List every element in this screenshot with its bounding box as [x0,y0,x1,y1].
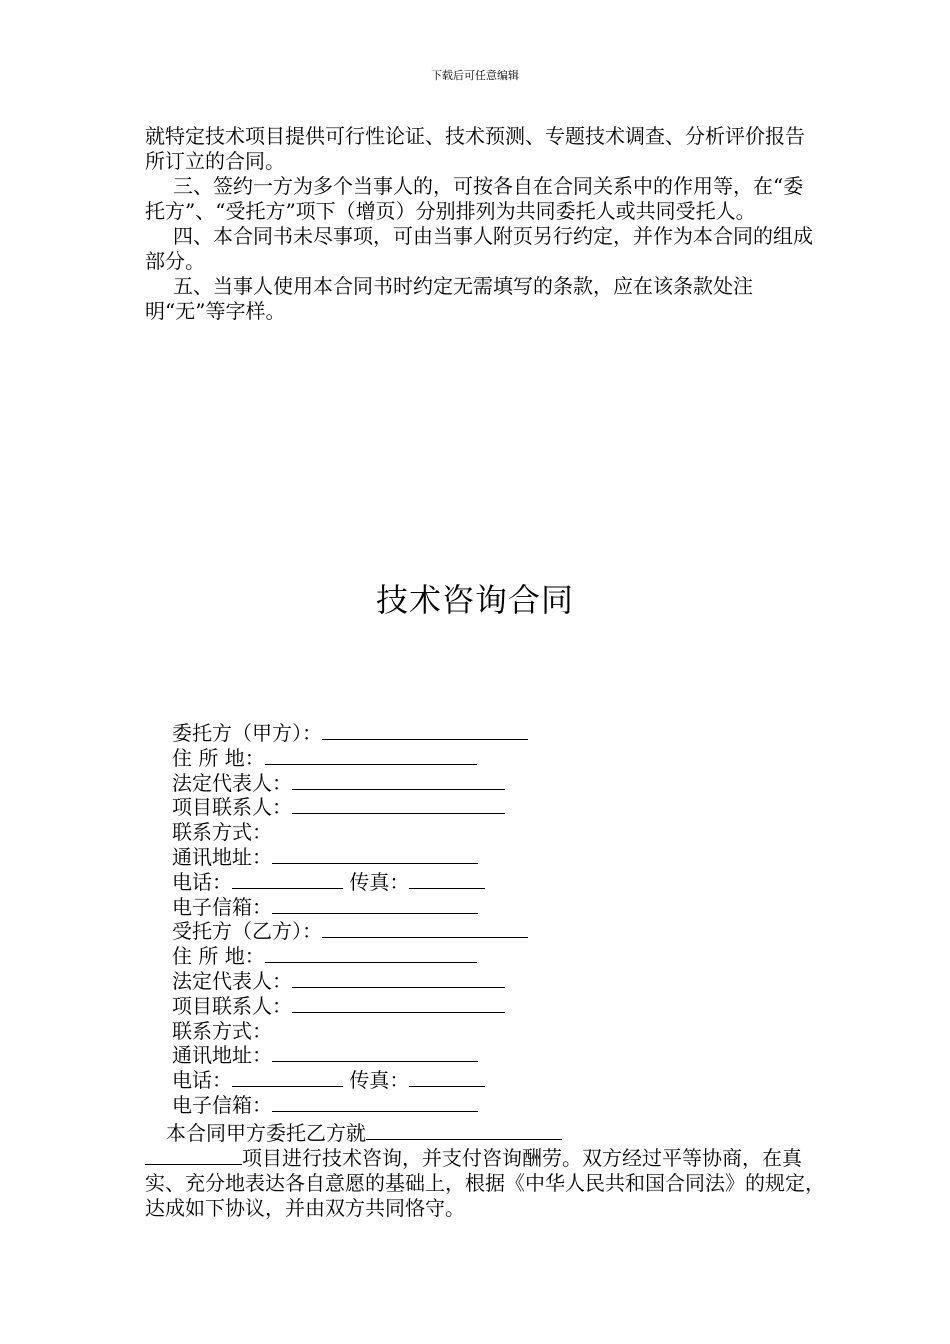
party-a-contact-method-row [172,820,528,845]
party-a-email-label: 电子信箱： [172,894,272,919]
party-b-email-label: 电子信箱： [172,1092,272,1117]
closing-text-1: 本合同甲方委托乙方就 [166,1121,366,1145]
party-b-legal-rep-label: 法定代表人： [172,968,292,993]
closing-text-2: 项目进行技术咨询，并支付咨询酬劳。双方经过平等协商，在真实、充分地表达各自意愿的基础上，根据《中华人民共和国合同法》的规定，达成如下协议，并由双方共同恪守。 [145,1146,825,1220]
party-b-phone-label: 电话： [172,1068,232,1093]
party-a-address-blank[interactable] [265,746,477,765]
intro-paragraph: 五、当事人使用本合同书时约定无需填写的条款，应在该条款处注明“无”等字样。 [145,274,753,323]
party-b-phone-fax-row [172,1068,528,1093]
party-b-phone-blank[interactable] [232,1068,343,1087]
party-a-name-blank[interactable] [322,721,528,740]
party-b-email-blank[interactable] [272,1093,478,1112]
party-a-address-row [172,746,528,771]
party-a-mail-address-label: 通讯地址： [172,844,272,869]
party-b-fax-label: 传真： [349,1068,410,1093]
project-name-blank-2[interactable] [145,1146,242,1165]
party-a-address-label: 住 所 地： [172,745,265,770]
party-a-legal-rep-row [172,771,528,796]
party-b-mail-address-blank[interactable] [272,1043,478,1062]
party-fields [172,721,528,1118]
party-b-contact-method-label: 联系方式： [172,1018,272,1043]
party-b-name-blank[interactable] [322,919,528,938]
party-a-mail-address-row [172,845,528,870]
party-b-contact-person-blank[interactable] [292,994,505,1013]
party-a-phone-fax-row [172,870,528,895]
party-a-label: 委托方（甲方）： [172,721,322,745]
intro-paragraph: 三、签约一方为多个当事人的，可按各自在合同关系中的作用等，在“委托方”、“受托方”项下（增页）分别排列为共同委托人或共同受托人。 [145,174,804,223]
party-b-label: 受托方（乙方）： [172,919,322,944]
closing-line-2 [145,1146,825,1221]
party-b-fax-blank[interactable] [409,1068,485,1087]
party-a-contact-person-blank[interactable] [292,795,505,814]
party-a-email-row [172,895,528,920]
party-a-email-blank[interactable] [272,895,478,914]
party-a-fax-label: 传真： [349,869,410,894]
intro-section [145,124,815,324]
party-b-mail-address-label: 通讯地址： [172,1043,272,1068]
party-b-address-row [172,944,528,969]
closing-section [145,1121,825,1221]
party-b-contact-person-row [172,994,528,1019]
party-a-legal-rep-label: 法定代表人： [172,770,292,795]
contract-title: 技术咨询合同 [375,581,574,619]
party-b-address-label: 住 所 地： [172,944,265,969]
party-a-contact-person-label: 项目联系人： [172,795,292,820]
party-b-legal-rep-blank[interactable] [292,969,505,988]
party-b-contact-method-row [172,1019,528,1044]
party-a-mail-address-blank[interactable] [272,845,478,864]
intro-paragraph: 就特定技术项目提供可行性论证、技术预测、专题技术调查、分析评价报告所订立的合同。 [145,124,805,173]
party-b-address-blank[interactable] [265,944,477,963]
closing-line-1 [145,1121,825,1146]
party-a-contact-person-row [172,795,528,820]
intro-paragraph: 四、本合同书未尽事项，可由当事人附页另行约定，并作为本合同的组成部分。 [145,224,813,273]
party-b-mail-address-row [172,1043,528,1068]
party-a-contact-method-label: 联系方式： [172,820,272,845]
party-a-name-row [172,721,528,746]
party-b-name-row [172,919,528,944]
project-name-blank[interactable] [366,1121,562,1140]
party-a-phone-label: 电话： [172,869,232,894]
party-a-phone-blank[interactable] [232,870,343,889]
party-b-email-row [172,1093,528,1118]
party-b-contact-person-label: 项目联系人： [172,993,292,1018]
party-b-legal-rep-row [172,969,528,994]
party-a-fax-blank[interactable] [409,870,485,889]
party-a-legal-rep-blank[interactable] [292,771,505,790]
page-header-note: 下载后可任意编辑 [431,69,519,82]
